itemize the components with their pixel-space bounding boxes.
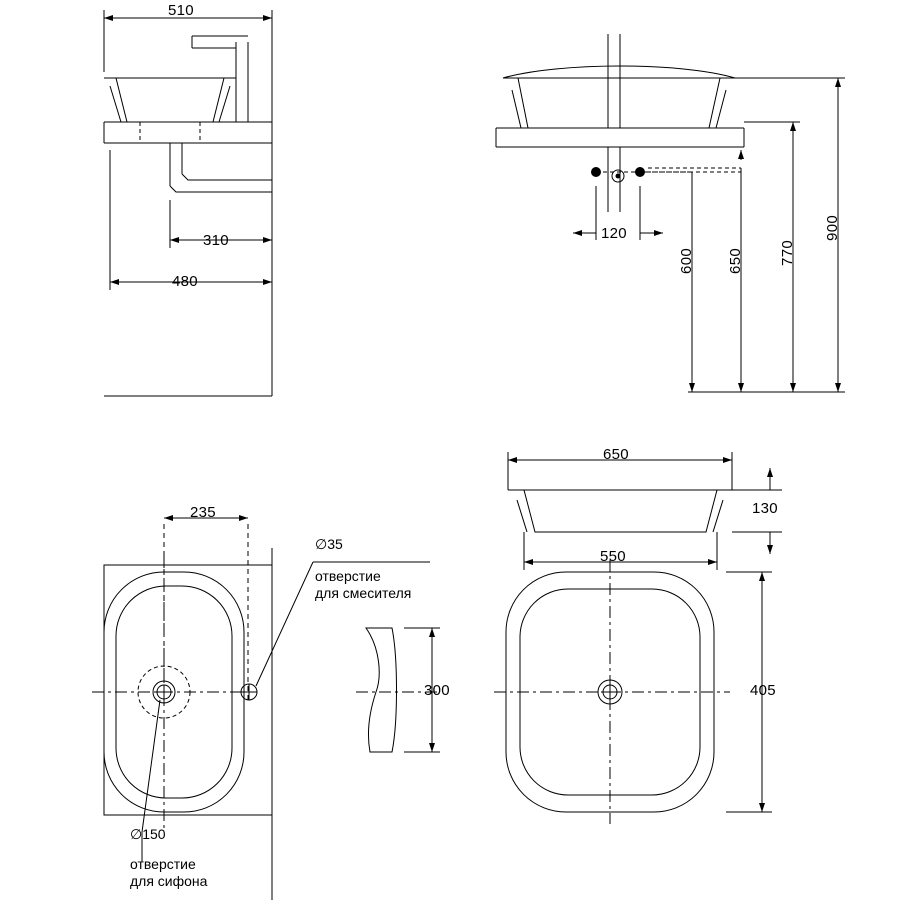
- dim-120: 120: [601, 225, 627, 242]
- dim-600: 600: [678, 248, 695, 274]
- callout-tap-hole-line2: для смесителя: [315, 585, 412, 601]
- view-side-elevation: [104, 10, 272, 396]
- dim-310: 310: [203, 232, 229, 249]
- dim-770: 770: [779, 240, 796, 266]
- dim-550-bowl: 550: [600, 548, 626, 565]
- view-front-elevation: [496, 34, 845, 392]
- dim-510: 510: [168, 2, 194, 19]
- dim-130: 130: [752, 500, 778, 517]
- dim-300: 300: [424, 682, 450, 699]
- dim-650: 650: [727, 248, 744, 274]
- callout-drain-hole-diameter: ∅150: [130, 826, 166, 842]
- dim-900: 900: [824, 215, 841, 241]
- dim-480: 480: [172, 273, 198, 290]
- dim-650-bowl: 650: [603, 446, 629, 463]
- view-front-profile: [508, 452, 782, 570]
- dim-235: 235: [190, 504, 216, 521]
- callout-drain-hole-line1: отверстие: [130, 856, 196, 872]
- dim-405: 405: [750, 682, 776, 699]
- callout-tap-hole-line1: отверстие: [315, 568, 381, 584]
- callout-drain-hole-line2: для сифона: [130, 873, 208, 889]
- callout-tap-hole-diameter: ∅35: [315, 536, 343, 552]
- view-top-plan-right: [494, 560, 772, 824]
